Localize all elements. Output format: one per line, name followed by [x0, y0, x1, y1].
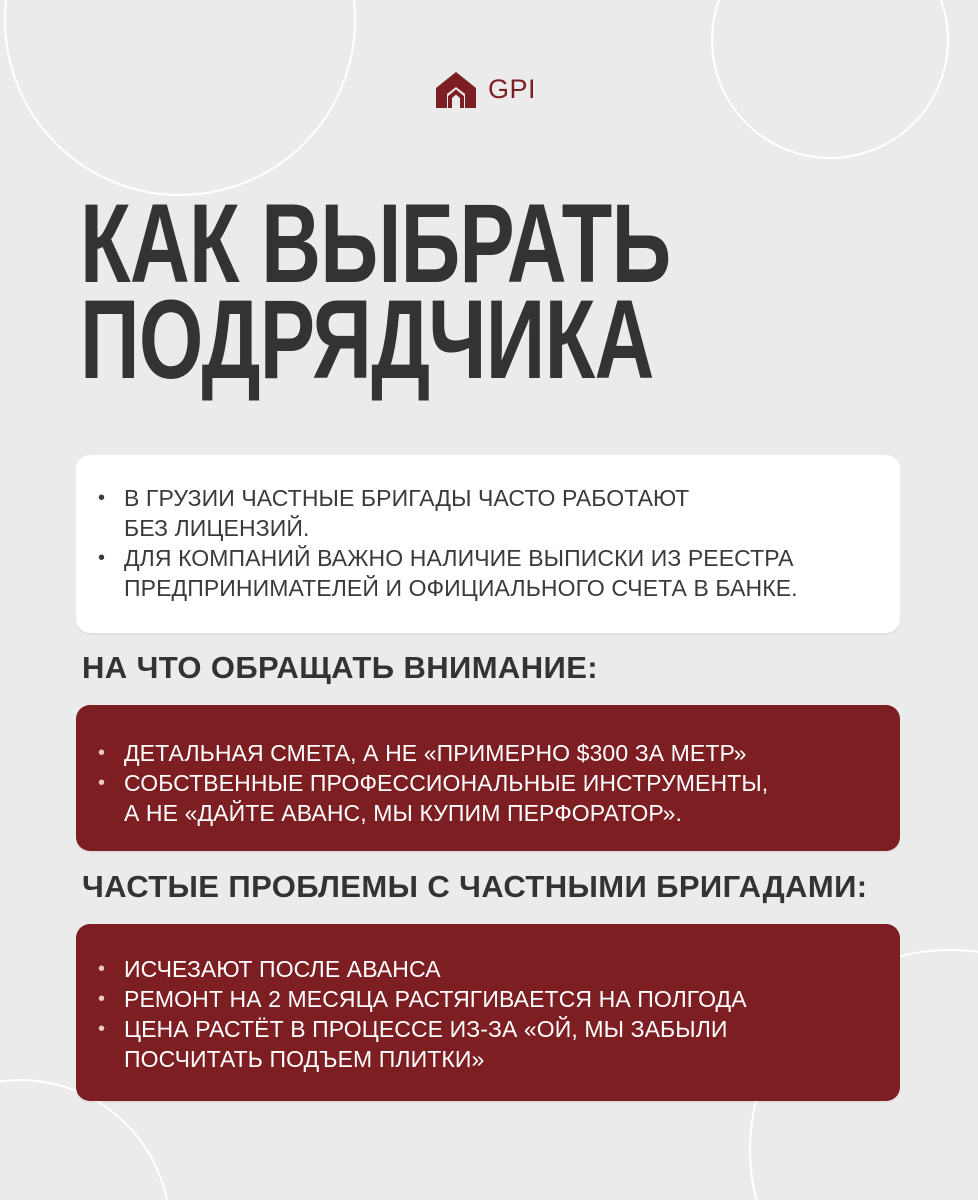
list-item: • СОБСТВЕННЫЕ ПРОФЕССИОНАЛЬНЫЕ ИНСТРУМЕНТЫ, А НЕ «ДАЙТЕ АВАНС, МЫ КУПИМ ПЕРФОРАТОР».: [76, 768, 900, 828]
intro-list: [76, 483, 900, 603]
list-item: • ДЕТАЛЬНАЯ СМЕТА, А НЕ «ПРИМЕРНО $300 ЗА МЕТР»: [76, 738, 900, 768]
list-item: • РЕМОНТ НА 2 МЕСЯЦА РАСТЯГИВАЕТСЯ НА ПОЛГОДА: [76, 984, 900, 1014]
attention-card: [76, 705, 900, 851]
intro-card: [76, 455, 900, 633]
list-item: • ДЛЯ КОМПАНИЙ ВАЖНО НАЛИЧИЕ ВЫПИСКИ ИЗ РЕЕСТРА ПРЕДПРИНИМАТЕЛЕЙ И ОФИЦИАЛЬНОГО СЧЕТА В БАНКЕ.: [76, 543, 900, 603]
problems-heading: ЧАСТЫЕ ПРОБЛЕМЫ С ЧАСТНЫМИ БРИГАДАМИ:: [82, 869, 868, 904]
house-logo-icon: [432, 68, 480, 110]
list-item: • ЦЕНА РАСТЁТ В ПРОЦЕССЕ ИЗ-ЗА «ОЙ, МЫ ЗАБЫЛИ ПОСЧИТАТЬ ПОДЪЕМ ПЛИТКИ»: [76, 1014, 900, 1074]
brand-name: GPI: [488, 73, 537, 104]
page-title-line-1: КАК ВЫБРАТЬ: [80, 181, 671, 306]
list-item: • В ГРУЗИИ ЧАСТНЫЕ БРИГАДЫ ЧАСТО РАБОТАЮТ БЕЗ ЛИЦЕНЗИЙ.: [76, 483, 900, 543]
brand-logo: [432, 66, 536, 112]
attention-heading: НА ЧТО ОБРАЩАТЬ ВНИМАНИЕ:: [82, 650, 598, 685]
page-title-line-2: ПОДРЯДЧИКА: [80, 277, 654, 402]
problems-list: [76, 954, 900, 1074]
list-item: • ИСЧЕЗАЮТ ПОСЛЕ АВАНСА: [76, 954, 900, 984]
attention-list: [76, 738, 900, 828]
page-title: [80, 181, 671, 402]
problems-card: [76, 924, 900, 1101]
